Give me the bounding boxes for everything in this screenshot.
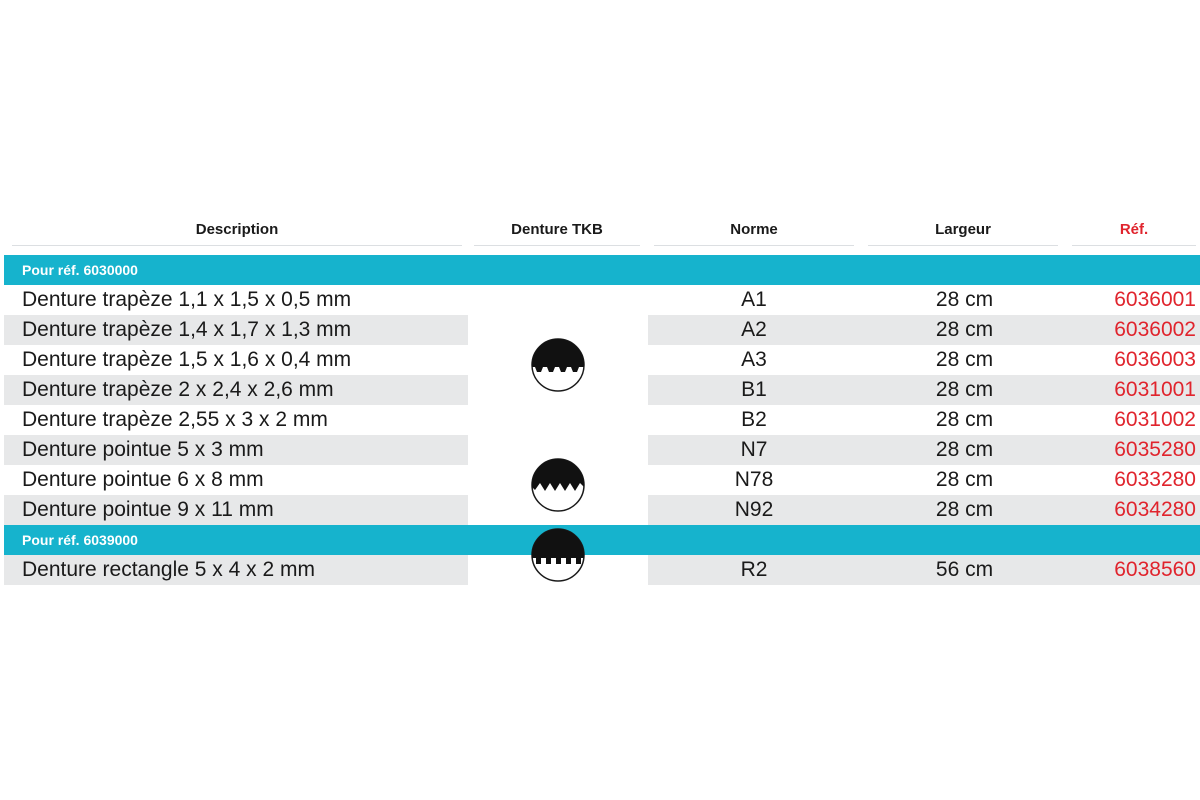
row-norme: B1	[741, 378, 767, 401]
row-largeur: 28 cm	[935, 378, 994, 401]
group-label: Pour réf. 6030000	[22, 262, 138, 278]
row-largeur: 28 cm	[935, 498, 994, 521]
row-description: Denture rectangle 5 x 4 x 2 mm	[22, 558, 315, 581]
group-header	[4, 525, 1200, 555]
row-ref: 6036002	[1114, 318, 1196, 341]
trapeze-tooth-icon	[530, 337, 586, 393]
row-largeur: 28 cm	[935, 288, 994, 311]
header-ref: Réf.	[1072, 215, 1196, 246]
row-ref: 6034280	[1114, 498, 1196, 521]
pointed-tooth-icon	[530, 457, 586, 513]
table-row	[4, 405, 1200, 435]
row-description: Denture pointue 5 x 3 mm	[22, 438, 264, 461]
table-header	[0, 215, 1200, 255]
table-row	[4, 495, 1200, 525]
row-description: Denture trapèze 2 x 2,4 x 2,6 mm	[22, 378, 334, 401]
row-description: Denture pointue 6 x 8 mm	[22, 468, 264, 491]
row-largeur: 28 cm	[935, 468, 994, 491]
row-norme: N78	[734, 468, 774, 491]
header-description: Description	[12, 215, 462, 246]
row-norme: A2	[741, 318, 767, 341]
header-norme: Norme	[654, 215, 854, 246]
row-norme: N92	[734, 498, 774, 521]
row-ref: 6035280	[1114, 438, 1196, 461]
group-label: Pour réf. 6039000	[22, 532, 138, 548]
row-ref: 6031001	[1114, 378, 1196, 401]
row-largeur: 28 cm	[935, 438, 994, 461]
header-largeur: Largeur	[868, 215, 1058, 246]
row-ref: 6033280	[1114, 468, 1196, 491]
table-row	[4, 465, 1200, 495]
table-row	[4, 315, 1200, 345]
table-row	[4, 375, 1200, 405]
row-description: Denture trapèze 1,5 x 1,6 x 0,4 mm	[22, 348, 352, 371]
group-header	[4, 255, 1200, 285]
row-norme: R2	[740, 558, 768, 581]
row-ref: 6036003	[1114, 348, 1196, 371]
row-ref: 6038560	[1114, 558, 1196, 581]
row-norme: A1	[741, 288, 767, 311]
row-description: Denture trapèze 1,4 x 1,7 x 1,3 mm	[22, 318, 352, 341]
row-ref: 6036001	[1114, 288, 1196, 311]
row-norme: B2	[741, 408, 767, 431]
row-description: Denture pointue 9 x 11 mm	[22, 498, 274, 521]
row-largeur: 28 cm	[935, 348, 994, 371]
product-table	[0, 215, 1200, 581]
row-description: Denture trapèze 2,55 x 3 x 2 mm	[22, 408, 328, 431]
table-row	[4, 555, 1200, 585]
table-row	[4, 345, 1200, 375]
row-largeur: 28 cm	[935, 318, 994, 341]
row-description: Denture trapèze 1,1 x 1,5 x 0,5 mm	[22, 288, 352, 311]
rectangle-tooth-icon	[530, 527, 586, 583]
row-norme: A3	[741, 348, 767, 371]
row-largeur: 28 cm	[935, 408, 994, 431]
row-largeur: 56 cm	[935, 558, 994, 581]
header-denture: Denture TKB	[474, 215, 640, 246]
table-row	[4, 435, 1200, 465]
row-norme: N7	[740, 438, 768, 461]
row-ref: 6031002	[1114, 408, 1196, 431]
table-row	[4, 285, 1200, 315]
